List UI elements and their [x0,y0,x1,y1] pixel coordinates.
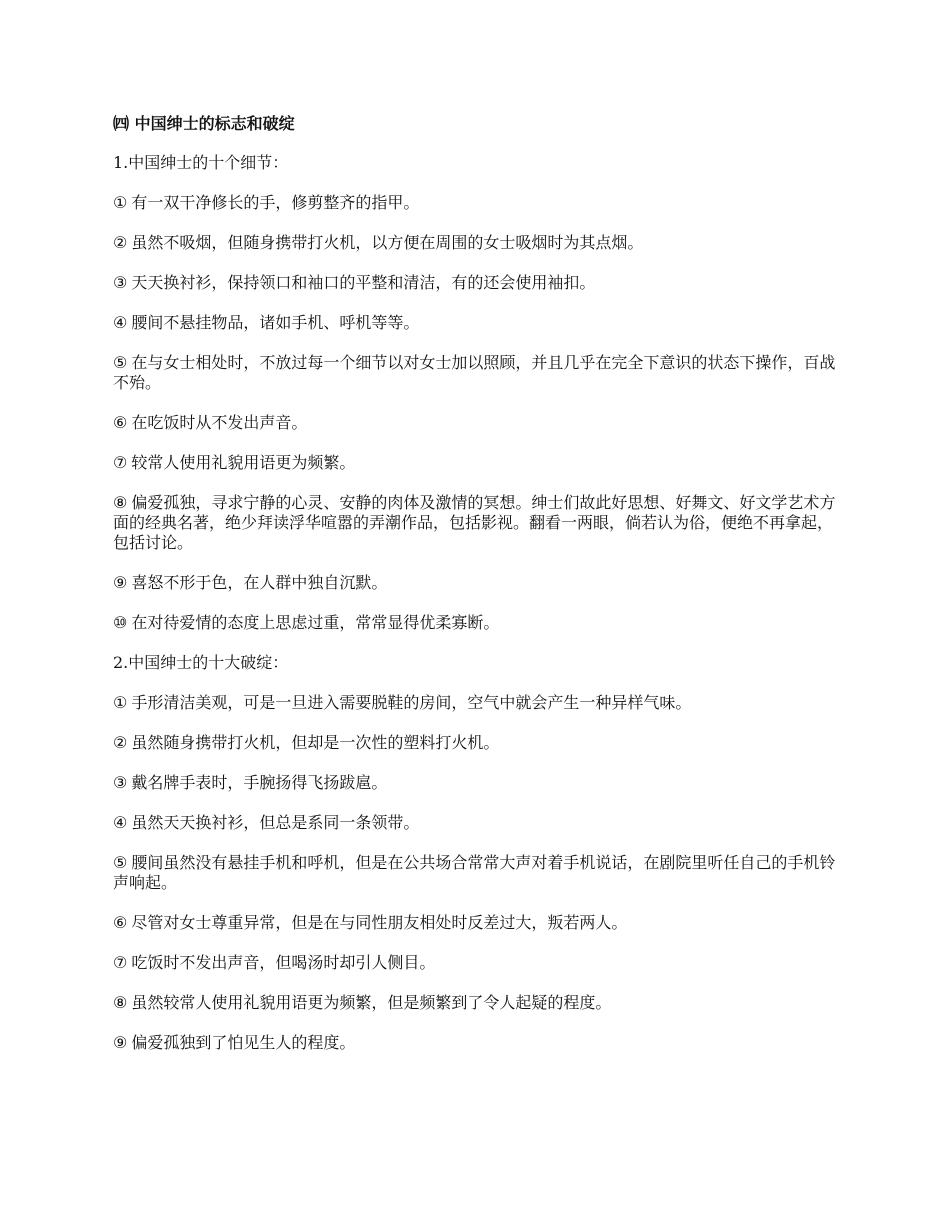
list-item [113,773,843,793]
item-text: 虽然随身携带打火机，但却是一次性的塑料打火机。 [131,733,500,752]
item-text: 吃饭时不发出声音，但喝汤时却引人侧目。 [131,953,436,972]
item-number: ② [113,233,128,252]
item-text: 戴名牌手表时，手腕扬得飞扬跋扈。 [131,773,388,792]
item-number: ② [113,733,128,752]
document-page [113,114,843,1073]
list-item [113,493,843,553]
item-text: 较常人使用礼貌用语更为频繁。 [131,453,356,472]
item-number: ④ [113,313,128,332]
list-item [113,953,843,973]
section2-list [113,693,843,1053]
list-item [113,453,843,473]
item-text: 虽然天天换衬衫，但总是系同一条领带。 [131,813,420,832]
item-text: 腰间不悬挂物品，诸如手机、呼机等等。 [131,313,420,332]
section2-title: 2.中国绅士的十大破绽： [113,653,289,672]
item-number: ④ [113,813,128,832]
list-item [113,993,843,1013]
list-item [113,813,843,833]
list-item [113,613,843,633]
item-number: ⑥ [113,913,128,932]
item-text: 天天换衬衫，保持领口和袖口的平整和清洁，有的还会使用袖扣。 [131,273,596,292]
item-text: 有一双干净修长的手，修剪整齐的指甲。 [131,193,420,212]
list-item [113,693,843,713]
item-number: ③ [113,273,128,292]
list-item [113,733,843,753]
item-text: 手形清洁美观，可是一旦进入需要脱鞋的房间，空气中就会产生一种异样气味。 [131,693,692,712]
item-number: ⑦ [113,453,128,472]
list-item [113,853,843,893]
item-text: 偏爱孤独，寻求宁静的心灵、安静的肉体及激情的冥想。绅士们故此好思想、好舞文、好文学艺术方面的经典名著，绝少拜读浮华喧嚣的弄潮作品，包括影视。翻看一两眼，倘若认为俗，便绝不再拿起，包括讨论。 [113,493,836,552]
item-number: ⑨ [113,573,128,592]
list-item [113,413,843,433]
list-item [113,193,843,213]
item-number: ⑧ [113,493,128,512]
section1-title: 1.中国绅士的十个细节： [113,153,289,172]
item-text: 虽然不吸烟，但随身携带打火机，以方便在周围的女士吸烟时为其点烟。 [131,233,644,252]
item-text: 偏爱孤独到了怕见生人的程度。 [131,1033,356,1052]
item-text: 在对待爱情的态度上思虑过重，常常显得优柔寡断。 [131,613,500,632]
list-item [113,573,843,593]
list-item [113,313,843,333]
item-text: 在吃饭时从不发出声音。 [131,413,308,432]
item-number: ⑦ [113,953,128,972]
item-text: 在与女士相处时，不放过每一个细节以对女士加以照顾，并且几乎在完全下意识的状态下操作，百战不殆。 [113,353,836,392]
list-item [113,1033,843,1053]
list-item [113,233,843,253]
section-heading: ㈣ 中国绅士的标志和破绽 [113,114,295,133]
list-item [113,353,843,393]
list-item [113,913,843,933]
item-text: 尽管对女士尊重异常，但是在与同性朋友相处时反差过大，叛若两人。 [131,913,628,932]
list-item [113,273,843,293]
section1-list [113,193,843,633]
item-number: ① [113,693,128,712]
item-number: ⑧ [113,993,128,1012]
item-number: ③ [113,773,128,792]
item-number: ⑥ [113,413,128,432]
item-number: ⑩ [113,613,128,632]
item-number: ⑤ [113,853,128,872]
item-number: ⑨ [113,1033,128,1052]
item-number: ① [113,193,128,212]
item-number: ⑤ [113,353,128,372]
item-text: 虽然较常人使用礼貌用语更为频繁，但是频繁到了令人起疑的程度。 [131,993,612,1012]
item-text: 腰间虽然没有悬挂手机和呼机，但是在公共场合常常大声对着手机说话，在剧院里听任自己的手机铃声响起。 [113,853,836,892]
item-text: 喜怒不形于色，在人群中独自沉默。 [131,573,388,592]
